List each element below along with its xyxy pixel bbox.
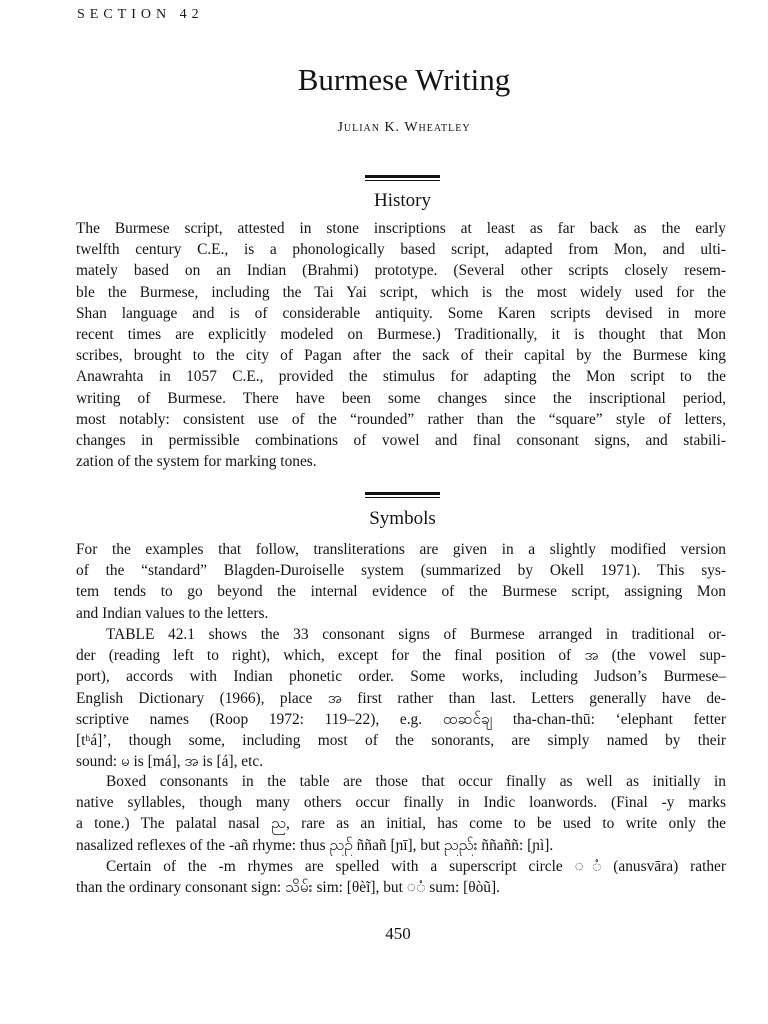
text-line: of the “standard” Blagden-Duroiselle system (summarized by Okell 1971). This sys- — [76, 562, 726, 580]
symbols-paragraph-4 — [76, 856, 726, 898]
section-divider — [365, 175, 440, 180]
text-line: mately based on an Indian (Brahmi) prototype. (Several other scripts closely resem- — [76, 262, 726, 280]
text-line: a tone.) The palatal nasal ည, rare as an initial, has come to be used to write only the — [76, 815, 726, 833]
text-line: nasalized reflexes of the -añ rhyme: thus ညဉ် ññañ [ɲī], but ညည်း ññaññ: [ɲì]. — [76, 836, 554, 854]
symbols-paragraph-2 — [76, 624, 726, 772]
heading-history: History — [374, 190, 431, 211]
text-line: For the examples that follow, transliterations are given in a slightly modified version — [76, 541, 726, 558]
text-line: Boxed consonants in the table are those that occur finally as well as initially in — [106, 773, 726, 790]
text-line: port), accords with Indian phonetic order. Some works, including Judson’s Burmese– — [76, 668, 726, 686]
text-line: native syllables, though many others occur finally in Indic loanwords. (Final -y marks — [76, 794, 726, 812]
section-divider — [365, 492, 440, 497]
text-line: TABLE 42.1 shows the 33 consonant signs of Burmese arranged in traditional or- — [106, 626, 726, 643]
text-line: zation of the system for marking tones. — [76, 453, 317, 471]
article-title: Burmese Writing — [297, 62, 511, 97]
text-line: writing of Burmese. There have been some changes since the inscriptional period, — [76, 389, 726, 407]
author-byline: Julian K. Wheatley — [337, 120, 471, 135]
text-line: The Burmese script, attested in stone inscriptions at least as far back as the early — [76, 220, 726, 237]
text-line: [tʰá]’, though some, including most of the sonorants, are simply named by their — [76, 731, 726, 749]
text-line: sound: မ is [má], အ is [á], etc. — [76, 753, 264, 771]
text-line: twelfth century C.E., is a phonologically based script, adapted from Mon, and ulti- — [76, 241, 726, 259]
text-line: ble the Burmese, including the Tai Yai script, which is the most widely used for the — [76, 283, 726, 301]
text-line: Shan language and is of considerable antiquity. Some Karen scripts devised in more — [76, 304, 726, 322]
text-line: Anawrahta in 1057 C.E., provided the stimulus for adapting the Mon script to the — [76, 368, 726, 386]
text-line: scriptive names (Roop 1972: 119–22), e.g. ထဆင်ချ thа-chan-thū: ‘elephant fetter — [76, 710, 726, 728]
heading-symbols: Symbols — [369, 508, 436, 529]
text-line: scribes, brought to the city of Pagan after the sack of their capital by the Burmese king — [76, 347, 726, 365]
text-line: der (reading left to right), which, except for the final position of အ (the vowel sup- — [76, 647, 726, 665]
text-line: changes in permissible combinations of vowel and final consonant signs, and stabili- — [76, 431, 726, 449]
page-number: 450 — [385, 924, 411, 943]
text-line: Certain of the -m rhymes are spelled with a superscript circle ◌ံ (anusvāra) rather — [106, 858, 726, 875]
symbols-paragraph-3 — [76, 771, 726, 856]
text-line: most notably: consistent use of the “rounded” rather than the “square” style of letters, — [76, 410, 726, 428]
text-line: than the ordinary consonant sign: သိမ်း sim: [θèĩ], but ◌ံ sum: [θòũ]. — [76, 879, 500, 897]
history-paragraph — [76, 218, 726, 472]
running-head: SECTION 42 — [77, 7, 204, 22]
text-line: and Indian values to the letters. — [76, 604, 269, 622]
text-line: English Dictionary (1966), place အ first rather than last. Letters generally have de- — [76, 689, 726, 707]
text-line: recent times are explicitly modeled on Burmese.) Traditionally, it is thought that Mon — [76, 325, 726, 343]
text-line: tem tends to go beyond the internal evidence of the Burmese script, assigning Mon — [76, 583, 726, 601]
symbols-paragraph-1 — [76, 539, 726, 624]
